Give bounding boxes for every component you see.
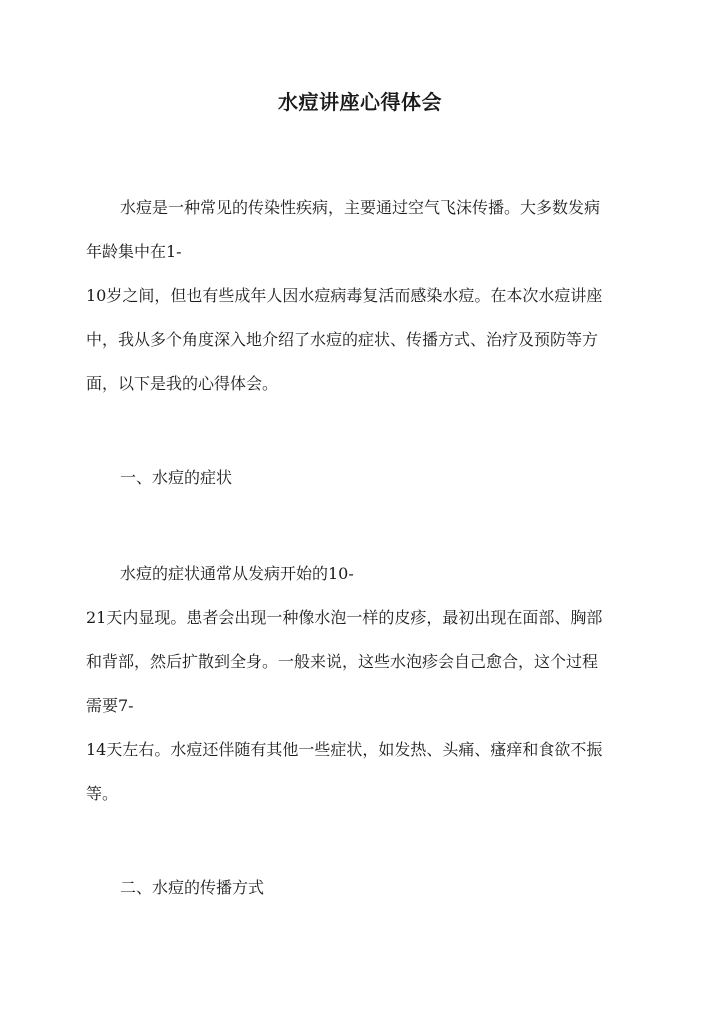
paragraph-line: 14天左右。水痘还伴随有其他一些症状，如发热、头痛、瘙痒和食欲不振: [86, 740, 603, 759]
paragraph-line: 中，我从多个角度深入地介绍了水痘的症状、传播方式、治疗及预防等方: [86, 330, 599, 349]
section-heading: 二、水痘的传播方式: [120, 878, 265, 897]
paragraph-line: 和背部，然后扩散到全身。一般来说，这些水泡疹会自己愈合，这个过程: [86, 652, 599, 671]
paragraph-line: 水痘的症状通常从发病开始的10-: [120, 564, 354, 583]
paragraph-line: 等。: [86, 784, 119, 803]
document-title: 水痘讲座心得体会: [278, 90, 442, 114]
paragraph-line: 21天内显现。患者会出现一种像水泡一样的皮疹，最初出现在面部、胸部: [86, 608, 603, 627]
paragraph-line: 需要7-: [86, 696, 134, 715]
paragraph-line: 面，以下是我的心得体会。: [86, 374, 279, 393]
paragraph-line: 年龄集中在1-: [86, 242, 182, 261]
paragraph-line: 水痘是一种常见的传染性疾病，主要通过空气飞沫传播。大多数发病: [120, 198, 601, 217]
section-heading: 一、水痘的症状: [120, 468, 233, 487]
paragraph-line: 10岁之间，但也有些成年人因水痘病毒复活而感染水痘。在本次水痘讲座: [86, 286, 603, 305]
